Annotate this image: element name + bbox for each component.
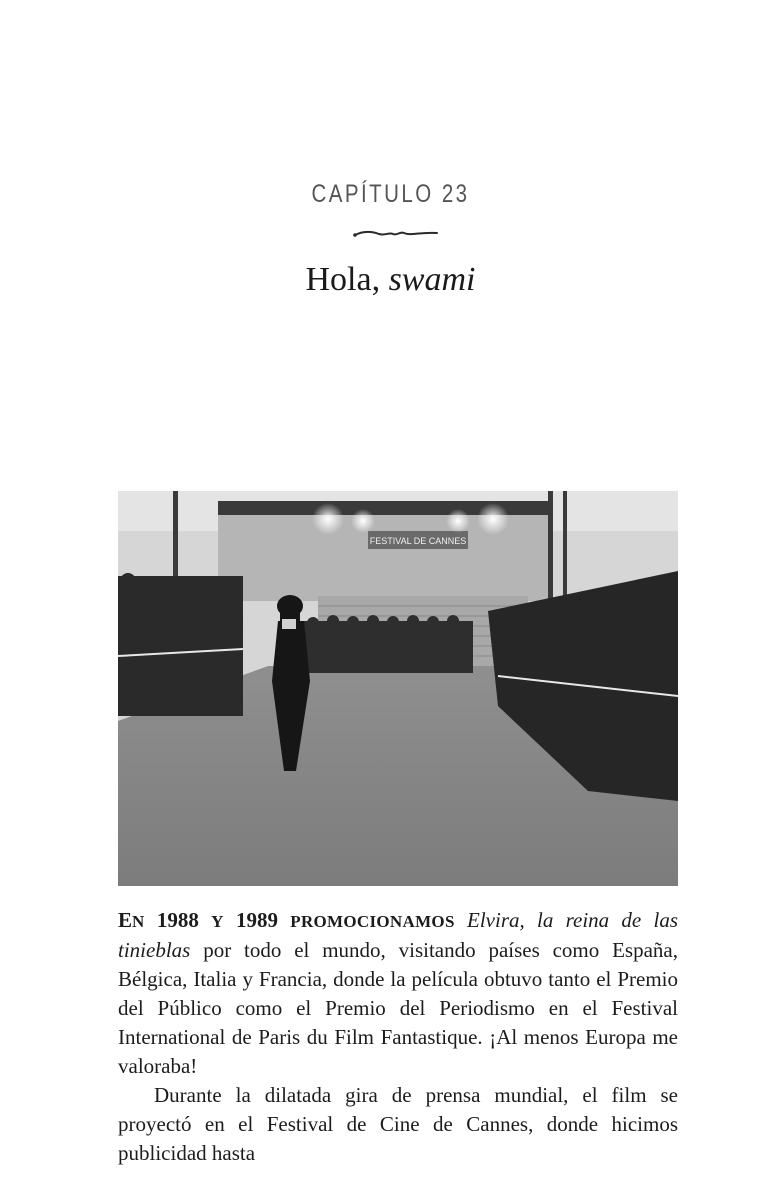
paragraph-1-text: por todo el mundo, visitando países como España, Bélgica, Italia y Francia, donde la película obtuvo tanto el Premio del Público como el Premio del Periodismo en el Festival International de Paris du Film Fantastique. ¡Al menos Europa me valoraba! xyxy=(118,938,678,1078)
red-carpet-photo xyxy=(118,491,678,886)
chapter-title xyxy=(0,261,781,299)
paragraph-2: Durante la dilatada gira de prensa mundial, el film se proyectó en el Festival de Cine de Cannes, donde hicimos publicidad hasta xyxy=(118,1083,678,1165)
lead-sc-n: N xyxy=(132,912,145,931)
cannes-sign: FESTIVAL DE CANNES xyxy=(369,536,467,546)
lead-year-2: 1989 xyxy=(223,908,291,932)
lead-sc-y: Y xyxy=(211,912,224,931)
photo-illustration xyxy=(118,491,678,886)
film-title: Elvira, la reina de las tinieblas xyxy=(118,908,679,962)
swash-ornament-icon xyxy=(353,226,439,240)
chapter-title-italic: swami xyxy=(388,261,476,298)
chapter-label: CAPÍTULO 23 xyxy=(311,180,470,208)
lead-in xyxy=(118,908,455,932)
lead-sc-rest: PROMOCIONAMOS xyxy=(290,912,455,931)
paragraph-1 xyxy=(118,906,678,1081)
lead-initial: E xyxy=(118,908,133,932)
lead-year-1: 1988 xyxy=(144,908,212,932)
body-text xyxy=(118,906,678,1168)
chapter-title-plain: Hola, xyxy=(305,261,389,298)
